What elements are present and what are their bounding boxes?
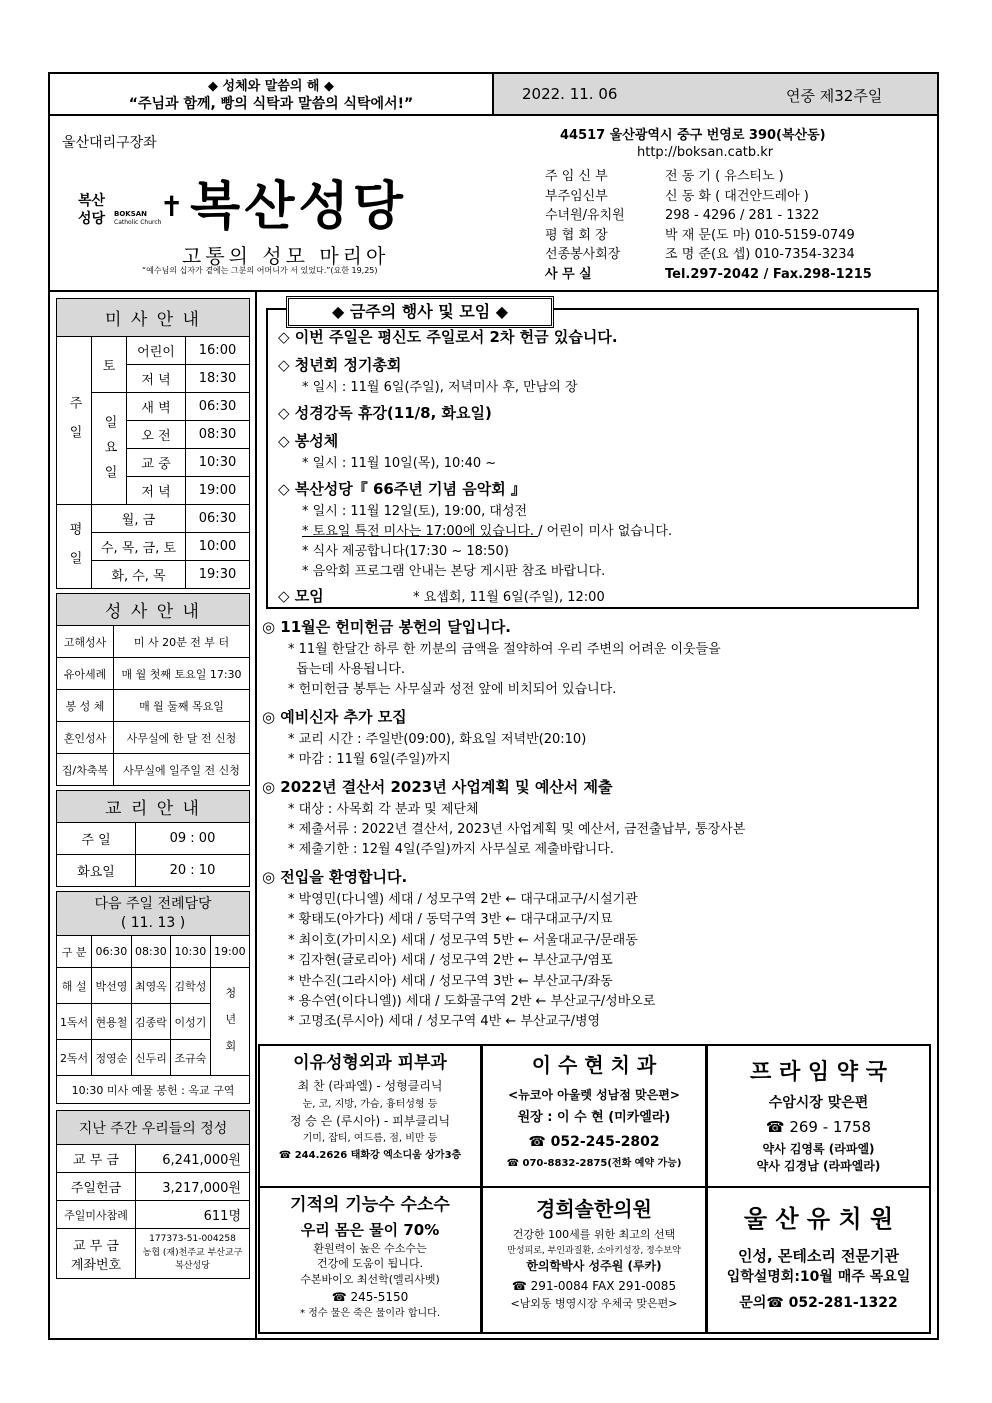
parish-address: 44517 울산광역시 중구 번영로 390(복산동) <box>560 128 826 143</box>
event-line-underlined: * 토요일 특전 미사는 17:00에 있습니다. / 어린이 미사 없습니다. <box>302 524 673 539</box>
ad-line: 약사 김경남 (라파엘라) <box>756 1159 881 1174</box>
notice-line: * 마감 : 11월 6일(주일)까지 <box>288 752 451 767</box>
mass-time: 16:00 <box>186 337 250 365</box>
events-title: ◆ 금주의 행사 및 모임 ◆ <box>286 296 554 328</box>
ad-line: ☎ 070-8832-2875(전화 예약 가능) <box>506 1157 682 1169</box>
ad-line: 입학설명회:10월 매주 목요일 <box>726 1268 911 1285</box>
event-head: ◇ 이번 주일은 평신도 주일로서 2차 헌금 있습니다. <box>278 328 618 346</box>
catechism-value: 09 : 00 <box>136 823 250 855</box>
contact-role: 주 임 신 부 <box>545 169 608 184</box>
mass-name: 저 녁 <box>127 365 186 393</box>
event-line: * 일시 : 11월 10일(목), 10:40 ~ <box>302 456 497 471</box>
ad-oriental-clinic <box>481 1186 707 1334</box>
contact-value: 신 동 화 ( 대건안드레아 ) <box>665 188 809 204</box>
notice-line: * 대상 : 사목회 각 분과 및 제단체 <box>288 802 479 817</box>
patron-quote: “예수님의 십자가 곁에는 그분의 어머니가 서 있었다.”(요한 19,25) <box>142 266 378 275</box>
mass-time: 19:30 <box>186 561 250 589</box>
weekday-label: 평 일 <box>57 505 92 589</box>
ad-line: ☎ 245-5150 <box>331 1289 409 1304</box>
notice-item <box>262 866 922 1031</box>
catechism-table <box>56 790 250 887</box>
ad-line: 원장 : 이 수 현 (미카엘라) <box>517 1109 671 1125</box>
cross-icon: ✝ <box>160 190 184 223</box>
mass-name: 화, 수, 목 <box>92 561 186 589</box>
notices-list <box>262 616 922 1031</box>
liturgical-week: 연중 제32주일 <box>786 87 883 105</box>
sun-label: 일 요 일 <box>92 393 127 505</box>
contact-row <box>545 204 935 224</box>
account-bank: 농협 (재)천주교 부산교구 <box>142 1247 243 1258</box>
patron-label: 고통의 성모 마리아 <box>182 244 390 268</box>
parish-divider <box>48 290 939 292</box>
duty-table <box>56 891 250 1104</box>
contact-value: 조 명 준(요 셉) 010-7354-3234 <box>665 247 855 262</box>
sacrament-name: 집/차축복 <box>57 754 114 786</box>
account-label: 교 무 금 계좌번호 <box>57 1229 136 1279</box>
mass-time: 06:30 <box>186 505 250 533</box>
sacrament-table <box>56 593 250 786</box>
ad-line: 최 찬 (라파엘) - 성형클리닉 <box>297 1078 443 1093</box>
duty-cell: 현용철 <box>92 1004 132 1040</box>
ad-line: 우리 몸은 물이 70% <box>300 1220 440 1239</box>
ad-line: 수암시장 맞은편 <box>768 1095 869 1112</box>
ad-line: 건강한 100세를 위한 최고의 선택 <box>512 1228 676 1241</box>
offering-value: 611명 <box>136 1201 250 1229</box>
mass-name: 월, 금 <box>92 505 186 533</box>
ad-line: <남외동 병영시장 우체국 맞은편> <box>510 1296 678 1310</box>
sacrament-value: 매 월 둘째 목요일 <box>114 690 250 722</box>
notice-item <box>262 776 922 858</box>
sacrament-name: 봉 성 체 <box>57 690 114 722</box>
duty-cell: 박선영 <box>92 968 132 1004</box>
sacrament-name: 유아세례 <box>57 658 114 690</box>
duty-row-label: 해 설 <box>57 968 92 1004</box>
header-divider <box>492 74 494 114</box>
offering-title: 지난 주간 우리들의 정성 <box>57 1111 250 1145</box>
duty-header: 08:30 <box>131 936 171 968</box>
ad-water <box>258 1186 482 1334</box>
event-line: * 일시 : 11월 12일(토), 19:00, 대성전 <box>302 504 528 519</box>
ad-line: 인성, 몬테소리 전문기관 <box>737 1246 900 1265</box>
issue-date: 2022. 11. 06 <box>522 85 618 103</box>
ad-line: 한의학박사 성주원 (루카) <box>526 1258 662 1273</box>
sacrament-value: 매 월 첫째 토요일 17:30 <box>114 658 250 690</box>
duty-header: 06:30 <box>92 936 132 968</box>
notice-line: * 제출서류 : 2022년 결산서, 2023년 사업계획 및 예산서, 금전출납부, 통장사본 <box>288 822 746 837</box>
underlined-text: * 토요일 특전 미사는 17:00에 있습니다. <box>302 524 539 539</box>
event-line: * 식사 제공합니다(17:30 ~ 18:50) <box>302 544 509 559</box>
duty-note: 10:30 미사 예물 봉헌 : 옥교 구역 <box>57 1076 250 1104</box>
mass-name: 어린이 <box>127 337 186 365</box>
sunday-label: 주 일 <box>57 337 92 505</box>
notice-item <box>262 616 922 698</box>
notice-line: * 11월 한달간 하루 한 끼분의 금액을 절약하여 우리 주변의 어려운 이웃들을 <box>288 642 721 657</box>
ad-line: 눈, 코, 지방, 가슴, 흉터성형 등 <box>302 1099 438 1111</box>
offering-name: 주일미사참례 <box>57 1201 136 1229</box>
duty-header: 10:30 <box>171 936 211 968</box>
offering-name: 주일헌금 <box>57 1173 136 1201</box>
duty-row-label: 2독서 <box>57 1040 92 1076</box>
notice-line: * 제출기한 : 12월 4일(주일)까지 사무실로 제출바랍니다. <box>288 842 614 857</box>
logo-small-2: 성당 <box>78 211 106 227</box>
notice-line: * 황태도(아가다) 세대 / 동덕구역 3반 ← 대구대교구/지묘 <box>288 912 613 928</box>
ad-line: * 정수 물은 죽은 물이라 합니다. <box>300 1307 440 1319</box>
motto-label: “주님과 함께, 빵의 식탁과 말씀의 식탁에서!” <box>128 96 414 112</box>
offering-name: 교 무 금 <box>57 1145 136 1173</box>
contact-row <box>545 224 935 244</box>
event-head: ◇ 모임 <box>278 587 324 605</box>
notice-line: * 최이호(가미시오) 세대 / 성모구역 5반 ← 서울대교구/문래동 <box>288 932 638 948</box>
mass-name: 교 중 <box>127 449 186 477</box>
sacrament-name: 혼인성사 <box>57 722 114 754</box>
mass-name: 오 전 <box>127 421 186 449</box>
ad-kindergarten <box>706 1186 931 1334</box>
ad-pharmacy <box>706 1044 931 1188</box>
event-item <box>278 402 908 426</box>
duty-cell: 김학성 <box>171 968 211 1004</box>
contact-role: 수녀원/유치원 <box>545 208 625 223</box>
ad-title: 경희솔한의원 <box>536 1197 652 1221</box>
duty-cell: 최영옥 <box>131 968 171 1004</box>
ad-line: 정 승 은 (루시아) - 피부클리닉 <box>289 1113 451 1128</box>
sacrament-value: 사무실에 한 달 전 신청 <box>114 722 250 754</box>
event-line: * 음악회 프로그램 안내는 본당 게시판 참조 바랍니다. <box>302 564 606 579</box>
mass-time: 10:30 <box>186 449 250 477</box>
parish-url: http://boksan.catb.kr <box>637 145 774 160</box>
mass-name: 저 녁 <box>127 477 186 505</box>
contact-role: 부주임신부 <box>545 188 608 204</box>
account-number: 177373-51-004258 <box>149 1234 236 1245</box>
notice-line: * 반수진(그라시아) 세대 / 성모구역 3반 ← 부산교구/좌동 <box>288 973 613 989</box>
ad-line: ☎ 052-245-2802 <box>528 1133 660 1150</box>
catechism-name: 화요일 <box>57 855 136 887</box>
notice-line: * 헌미헌금 봉투는 사무실과 성전 앞에 비치되어 있습니다. <box>288 682 617 697</box>
duty-date: ( 11. 13 ) <box>120 914 186 931</box>
sacrament-value: 미 사 20분 전 부 터 <box>114 626 250 658</box>
meeting-line: * 요셉회, 11월 6일(주일), 12:00 <box>413 590 605 605</box>
notice-line: 돕는데 사용됩니다. <box>288 662 405 677</box>
notice-head: ◎ 2022년 결산서 2023년 사업계획 및 예산서 제출 <box>262 778 613 796</box>
mass-table <box>56 298 250 589</box>
logo-en-1: BOKSAN <box>114 210 148 218</box>
duty-header: 19:00 <box>210 936 249 968</box>
contact-list <box>545 165 935 282</box>
ad-title: 이유성형외과 피부과 <box>293 1053 447 1073</box>
mass-time: 10:00 <box>186 533 250 561</box>
sat-label: 토 <box>92 337 127 393</box>
contact-row <box>545 165 935 185</box>
duty-cell: 신두리 <box>131 1040 171 1076</box>
event-item <box>278 478 908 580</box>
duty-title-text: 다음 주일 전례담당 <box>94 896 212 913</box>
duty-row-label: 1독서 <box>57 1004 92 1040</box>
ad-dental <box>481 1044 707 1188</box>
account-holder: 복산성당 <box>175 1261 210 1272</box>
event-line: * 일시 : 11월 6일(주일), 저녁미사 후, 만남의 장 <box>302 380 578 395</box>
contact-role: 사 무 실 <box>545 266 592 282</box>
event-item <box>278 585 908 606</box>
notice-line: * 김자현(글로리아) 세대 / 성모구역 2반 ← 부산교구/염포 <box>288 953 613 969</box>
duty-cell: 이성기 <box>171 1004 211 1040</box>
mass-time: 06:30 <box>186 393 250 421</box>
ad-title: 프 라 임 약 국 <box>750 1060 887 1085</box>
duty-cell: 조규숙 <box>171 1040 211 1076</box>
duty-cell: 김종락 <box>131 1004 171 1040</box>
theme-label: ◆ 성체와 말씀의 해 ◆ <box>207 79 334 94</box>
contact-value: 박 재 문(도 마) 010-5159-0749 <box>665 227 855 243</box>
catechism-name: 주 일 <box>57 823 136 855</box>
notice-line: * 고명조(루시아) 세대 / 성모구역 4반 ← 부산교구/병영 <box>288 1014 601 1030</box>
contact-row <box>545 243 935 263</box>
ad-line: ☎ 244.2626 태화강 엑소디움 상가3층 <box>278 1150 462 1162</box>
duty-header: 구 분 <box>57 936 92 968</box>
event-head: ◇ 봉성체 <box>278 432 339 450</box>
ad-title: 기적의 기능수 수소수 <box>290 1195 450 1215</box>
event-head: ◇ 복산성당『 66주년 기념 음악회 』 <box>278 480 526 498</box>
contact-role: 평 협 회 장 <box>545 227 608 243</box>
parish-name: 복산성당 <box>190 177 407 237</box>
parish-logo <box>78 168 448 238</box>
mass-time: 19:00 <box>186 477 250 505</box>
ad-dermatology <box>258 1044 482 1188</box>
contact-row <box>545 263 935 283</box>
mass-time: 08:30 <box>186 421 250 449</box>
notice-line: * 박영민(다니엘) 세대 / 성모구역 2반 ← 대구대교구/시설기관 <box>288 892 638 907</box>
ad-line: 건강에 도움이 됩니다. <box>316 1257 424 1271</box>
ad-line: 문의☎ 052-281-1322 <box>739 1294 898 1311</box>
events-list <box>278 326 908 606</box>
event-item <box>278 354 908 396</box>
offering-value: 6,241,000원 <box>136 1145 250 1173</box>
sacrament-value: 사무실에 일주일 전 신청 <box>114 754 250 786</box>
diocese-label: 울산대리구장좌 <box>62 135 157 151</box>
notice-head: ◎ 11월은 헌미헌금 봉헌의 달입니다. <box>262 618 511 636</box>
logo-en-2: Catholic Church <box>114 219 162 226</box>
offering-value: 3,217,000원 <box>136 1173 250 1201</box>
mass-title: 미 사 안 내 <box>57 299 250 337</box>
ad-title: 울 산 유 치 원 <box>743 1205 894 1233</box>
catechism-title: 교 리 안 내 <box>57 791 250 823</box>
contact-role: 선종봉사회장 <box>545 247 621 262</box>
sacrament-name: 고해성사 <box>57 626 114 658</box>
ad-line: <뉴코아 아울렛 성남점 맞은편> <box>508 1088 680 1102</box>
event-item <box>278 326 908 350</box>
logo-small-1: 복산 <box>78 193 106 209</box>
account-info <box>136 1229 250 1279</box>
contact-value: 298 - 4296 / 281 - 1322 <box>665 208 820 223</box>
offering-table <box>56 1110 250 1279</box>
event-item <box>278 430 908 472</box>
mass-time: 18:30 <box>186 365 250 393</box>
catechism-value: 20 : 10 <box>136 855 250 887</box>
event-head: ◇ 청년회 정기총회 <box>278 356 402 374</box>
ad-line: 만성피로, 부인과질환, 소아키성장, 정수보약 <box>507 1245 681 1256</box>
column-divider <box>255 292 257 1340</box>
notice-line: * 교리 시간 : 주일반(09:00), 화요일 저녁반(20:10) <box>288 732 587 747</box>
ad-line: ☎ 291-0084 FAX 291-0085 <box>511 1278 677 1293</box>
notice-head: ◎ 예비신자 추가 모집 <box>262 708 407 726</box>
duty-title <box>57 892 250 936</box>
ad-line: 수본바이오 최선학(엘리사벳) <box>300 1273 440 1287</box>
ad-line: 환원력이 높은 수소수는 <box>313 1241 427 1255</box>
contact-value: Tel.297-2042 / Fax.298-1215 <box>665 266 872 282</box>
event-head: ◇ 성경강독 휴강(11/8, 화요일) <box>278 404 492 422</box>
sacrament-title: 성 사 안 내 <box>57 594 250 626</box>
ad-title: 이 수 현 치 과 <box>531 1053 657 1077</box>
ad-line: 약사 김영록 (라파엘) <box>762 1141 875 1156</box>
contact-value: 전 동 기 ( 유스티노 ) <box>665 169 784 184</box>
mass-name: 수, 목, 금, 토 <box>92 533 186 561</box>
left-column <box>56 298 250 1279</box>
notice-item <box>262 706 922 768</box>
notice-head: ◎ 전입을 환영합니다. <box>262 868 408 886</box>
contact-row <box>545 185 935 205</box>
ad-line: ☎ 269 - 1758 <box>765 1118 872 1137</box>
duty-cell: 정영순 <box>92 1040 132 1076</box>
ad-line: 기미, 잡티, 여드름, 점, 비만 등 <box>302 1132 438 1144</box>
duty-youth: 청 년 회 <box>210 968 249 1076</box>
mass-name: 새 벽 <box>127 393 186 421</box>
notice-line: * 용수연(이다니엘)) 세대 / 도화골구역 2반 ← 부산교구/성바오로 <box>288 993 656 1009</box>
